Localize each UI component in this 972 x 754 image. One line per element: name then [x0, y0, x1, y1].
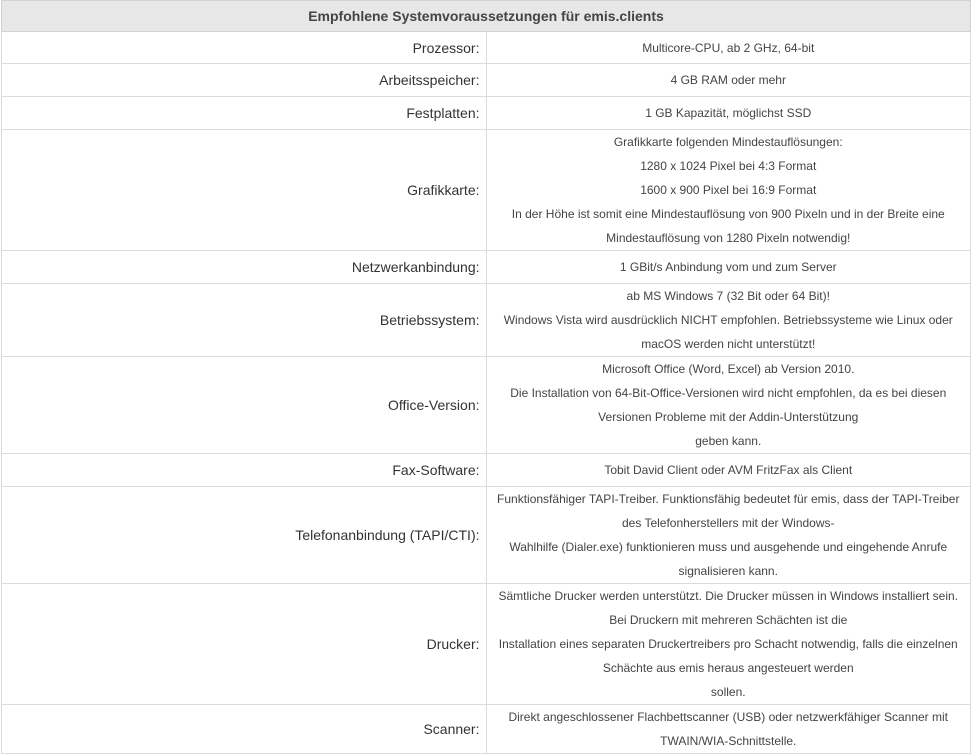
requirement-value-line: In der Höhe ist somit eine Mindestauflösung von 900 Pixeln und in der Breite eine Mindestauflösung von 1280 Pixeln notwendig! — [511, 207, 945, 245]
requirement-value — [486, 64, 971, 97]
table-row — [2, 487, 971, 584]
requirement-value-line: 4 GB RAM oder mehr — [670, 73, 786, 87]
requirement-value-line: Installation eines separaten Druckertreibers pro Schacht notwendig, falls die einzelnen Schächte aus emis heraus angesteuert werden — [498, 637, 958, 675]
requirement-value-line: Sämtliche Drucker werden unterstützt. Die Drucker müssen in Windows installiert sein. Bei Druckern mit mehreren Schächten ist die — [498, 589, 958, 627]
requirement-label: Telefonanbindung (TAPI/CTI): — [2, 487, 487, 584]
requirement-value-line: Multicore-CPU, ab 2 GHz, 64-bit — [642, 40, 815, 55]
table-title: Empfohlene Systemvoraussetzungen für emis.clients — [2, 1, 971, 32]
table-row — [2, 284, 971, 357]
requirement-value-line: Wahlhilfe (Dialer.exe) funktionieren muss und ausgehende und eingehende Anrufe signalisieren kann. — [509, 540, 948, 578]
requirement-value-line: ab MS Windows 7 (32 Bit oder 64 Bit)! — [626, 289, 830, 303]
requirement-value-line: Direkt angeschlossener Flachbettscanner (USB) oder netzwerkfähiger Scanner mit TWAIN/WIA-Schnittstelle. — [508, 710, 949, 748]
requirement-value-line: 1 GBit/s Anbindung vom und zum Server — [619, 260, 837, 274]
table-row — [2, 97, 971, 130]
requirement-value-line: Die Installation von 64-Bit-Office-Versionen wird nicht empfohlen, da es bei diesen Versionen Probleme mit der Addin-Unterstützung — [510, 386, 947, 424]
requirement-value-line: 1280 x 1024 Pixel bei 4:3 Format — [640, 159, 817, 173]
requirement-label: Prozessor: — [2, 32, 487, 64]
requirement-label: Scanner: — [2, 705, 487, 754]
requirement-label: Office-Version: — [2, 357, 487, 454]
requirement-label: Arbeitsspeicher: — [2, 64, 487, 97]
requirement-value-line: 1 GB Kapazität, möglichst SSD — [645, 106, 812, 120]
requirement-value-line: Windows Vista wird ausdrücklich NICHT empfohlen. Betriebssysteme wie Linux oder macOS werden nicht unterstützt! — [503, 313, 953, 351]
table-row — [2, 584, 971, 705]
requirement-value — [486, 487, 971, 584]
requirement-value — [486, 97, 971, 130]
requirement-value — [486, 705, 971, 754]
requirement-value-line: Tobit David Client oder AVM FritzFax als Client — [604, 463, 853, 477]
requirement-value — [486, 584, 971, 705]
table-body — [2, 32, 971, 754]
requirement-label: Betriebssystem: — [2, 284, 487, 357]
table-row — [2, 130, 971, 251]
table-row — [2, 454, 971, 487]
requirement-value-line: Microsoft Office (Word, Excel) ab Version 2010. — [602, 362, 855, 376]
requirement-value — [486, 251, 971, 284]
requirement-value — [486, 130, 971, 251]
requirement-value — [486, 284, 971, 357]
requirement-value-line: Grafikkarte folgenden Mindestauflösungen: — [613, 135, 843, 149]
requirement-value-line: sollen. — [710, 685, 746, 699]
requirement-value — [486, 32, 971, 64]
table-row — [2, 705, 971, 754]
table-row — [2, 32, 971, 64]
requirement-value-line: geben kann. — [695, 434, 762, 448]
table-row — [2, 251, 971, 284]
table-row — [2, 357, 971, 454]
requirement-value — [486, 357, 971, 454]
requirement-label: Fax-Software: — [2, 454, 487, 487]
requirement-value-line: Funktionsfähiger TAPI-Treiber. Funktionsfähig bedeutet für emis, dass der TAPI-Treiber des Telefonherstellers mit der Windows- — [497, 492, 960, 530]
requirement-value-line: 1600 x 900 Pixel bei 16:9 Format — [640, 183, 817, 197]
table-row — [2, 64, 971, 97]
requirement-value — [486, 454, 971, 487]
requirement-label: Drucker: — [2, 584, 487, 705]
table-header-row — [2, 1, 971, 32]
requirement-label: Festplatten: — [2, 97, 487, 130]
requirement-label: Netzwerkanbindung: — [2, 251, 487, 284]
requirement-label: Grafikkarte: — [2, 130, 487, 251]
system-requirements-table — [1, 0, 971, 754]
